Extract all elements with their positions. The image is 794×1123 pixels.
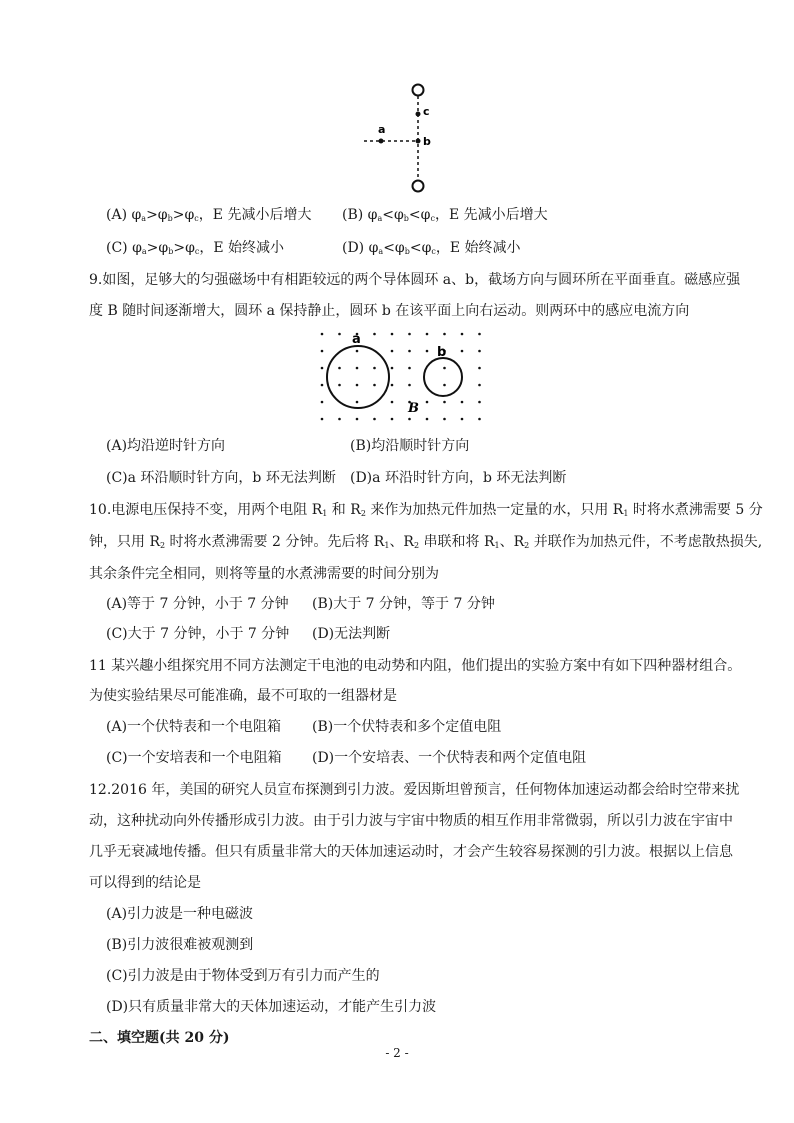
q11-option-b: (B)一个伏特表和多个定值电阻 <box>312 719 502 735</box>
q12-stem-line3: 几乎无衰减地传播。但只有质量非常大的天体加速运动时，才会产生较容易探测的引力波。根据以上信息 <box>89 844 733 860</box>
ring-a <box>327 346 389 408</box>
point-c-label: c <box>423 105 430 118</box>
field-dot <box>461 333 464 336</box>
q10-option-a: (A)等于 7 分钟，小于 7 分钟 <box>106 596 289 612</box>
field-dot <box>426 333 429 336</box>
field-dot <box>443 384 446 387</box>
magnetic-field-figure <box>310 326 490 424</box>
q8-option-d: (D) $\varphi_a<\varphi_b<\varphi_c$，E 始终减小 <box>342 240 521 256</box>
field-dot <box>391 384 394 387</box>
ring-b-label: b <box>437 345 447 360</box>
point-b-label: b <box>423 135 431 148</box>
q12-option-b: (B)引力波很难被观测到 <box>106 937 254 953</box>
field-dot <box>443 367 446 370</box>
q12-stem-line1: 12.2016 年，美国的研究人员宣布探测到引力波。爱因斯坦曾预言，任何物体加速运动都会给时空带来扰 <box>89 782 740 798</box>
field-dot <box>408 333 411 336</box>
point-a-label: a <box>378 123 386 136</box>
q12-stem-line2: 动，这种扰动向外传播形成引力波。由于引力波与宇宙中物质的相互作用非常微弱，所以引力波在宇宙中 <box>89 813 733 829</box>
page-number: - 2 - <box>385 1046 409 1060</box>
field-dot <box>443 418 446 421</box>
field-dot <box>321 418 324 421</box>
q10-option-c: (C)大于 7 分钟，小于 7 分钟 <box>106 626 290 642</box>
field-dot <box>373 384 376 387</box>
field-dot <box>356 418 359 421</box>
q9-stem-line2: 度 B 随时间逐渐增大，圆环 a 保持静止，圆环 b 在该平面上向右运动。则两环中的感应电流方向 <box>89 303 690 319</box>
field-dot <box>443 333 446 336</box>
q9-option-b: (B)均沿顺时针方向 <box>350 438 470 454</box>
field-dot <box>338 367 341 370</box>
field-dot <box>321 401 324 404</box>
q11-stem-line2: 为使实验结果尽可能准确，最不可取的一组器材是 <box>89 688 397 704</box>
field-b-label: B <box>408 401 419 416</box>
field-dot <box>408 350 411 353</box>
q9-option-d: (D)a 环沿时针方向，b 环无法判断 <box>350 470 567 486</box>
field-dot <box>478 367 481 370</box>
q8-option-b: (B) $\varphi_a<\varphi_b<\varphi_c$，E 先减小后增大 <box>342 207 548 223</box>
q12-option-a: (A)引力波是一种电磁波 <box>106 906 254 922</box>
field-dot <box>321 367 324 370</box>
field-dot <box>408 384 411 387</box>
field-dot <box>426 350 429 353</box>
field-dot <box>356 367 359 370</box>
field-dot <box>461 418 464 421</box>
field-dot <box>391 350 394 353</box>
q11-option-c: (C)一个安培表和一个电阻箱 <box>106 750 282 766</box>
charge-top-circle <box>413 85 424 96</box>
field-dot <box>461 350 464 353</box>
field-line-figure <box>360 78 450 198</box>
section-heading: 二、填空题(共 20 分) <box>89 1030 230 1046</box>
field-dot <box>356 401 359 404</box>
field-dot <box>478 401 481 404</box>
field-dot <box>391 367 394 370</box>
field-dot <box>356 350 359 353</box>
q10-stem-line2: 钟，只用 $R_2$ 时将水煮沸需要 2 分钟。先后将 $R_1$、$R_2$ 串联和将 $R_1$、$R_2$ 并联作为加热元件，不考虑散热损失, <box>89 534 763 550</box>
q10-option-b: (B)大于 7 分钟，等于 7 分钟 <box>312 596 495 612</box>
q10-stem-line1: 10.电源电压保持不变，用两个电阻 $R_1$ 和 $R_2$ 来作为加热元件加热一定量的水，只用 $R_1$ 时将水煮沸需要 5 分 <box>89 502 763 518</box>
field-dot <box>338 384 341 387</box>
field-dot <box>391 333 394 336</box>
q11-option-d: (D)一个安培表、一个伏特表和两个定值电阻 <box>312 750 587 766</box>
field-dot <box>461 401 464 404</box>
q8-option-c: (C) $\varphi_a>\varphi_b>\varphi_c$，E 始终减小 <box>106 240 285 256</box>
field-dot <box>391 401 394 404</box>
field-dot <box>478 333 481 336</box>
q12-option-c: (C)引力波是由于物体受到万有引力而产生的 <box>106 968 380 984</box>
field-dot <box>408 418 411 421</box>
field-dot <box>373 333 376 336</box>
q9-option-c: (C)a 环沿顺时针方向，b 环无法判断 <box>106 470 336 486</box>
field-dot <box>426 418 429 421</box>
field-dot <box>373 367 376 370</box>
field-dot <box>338 333 341 336</box>
q9-stem-line1: 9.如图，足够大的匀强磁场中有相距较远的两个导体圆环 a、b，截场方向与圆环所在平面垂直。磁感应强 <box>89 272 741 288</box>
ring-b <box>424 358 462 396</box>
field-dot <box>408 367 411 370</box>
q12-option-d: (D)只有质量非常大的天体加速运动，才能产生引力波 <box>106 999 437 1015</box>
field-dot <box>321 384 324 387</box>
q10-stem-line3: 其余条件完全相同，则将等量的水煮沸需要的时间分别为 <box>89 566 439 582</box>
field-dot <box>478 350 481 353</box>
field-dot <box>321 350 324 353</box>
charge-bottom-circle <box>413 181 424 192</box>
ring-a-label: a <box>352 332 361 347</box>
field-dot <box>478 418 481 421</box>
field-dot <box>478 384 481 387</box>
field-dot <box>338 418 341 421</box>
field-dot <box>443 401 446 404</box>
q11-stem-line1: 11 某兴趣小组探究用不同方法测定干电池的电动势和内阻，他们提出的实验方案中有如下四种器材组合。 <box>89 658 742 674</box>
field-dot <box>373 418 376 421</box>
field-dot <box>426 401 429 404</box>
q12-stem-line4: 可以得到的结论是 <box>89 875 201 891</box>
q9-option-a: (A)均沿逆时针方向 <box>106 438 226 454</box>
q10-option-d: (D)无法判断 <box>312 626 391 642</box>
q11-option-a: (A)一个伏特表和一个电阻箱 <box>106 719 282 735</box>
q8-option-a: (A) $\varphi_a>\varphi_b>\varphi_c$，E 先减小后增大 <box>106 207 312 223</box>
field-dot <box>391 418 394 421</box>
field-dot <box>356 384 359 387</box>
field-dot <box>321 333 324 336</box>
